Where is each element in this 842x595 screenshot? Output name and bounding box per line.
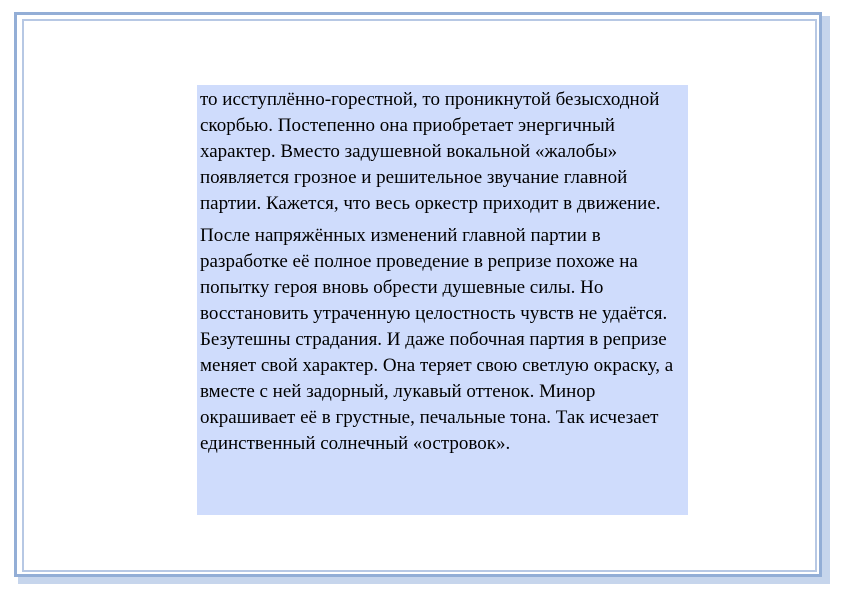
frame-shadow <box>822 16 830 582</box>
paragraph-2: После напряжённых изменений главной партии в разработке её полное проведение в репризе похоже на попытку героя вновь обрести душевные силы. Но восстановить утраченную целостность чувств не удаётся. Безутешны страдания. И даже побочная партия в репризе меняет свой характер. Она теряет свою светлую окраску, а вместе с ней задорный, лукавый оттенок. Минор окрашивает её в грустные, печальные тона. Так исчезает единственный солнечный «островок». <box>200 225 674 454</box>
paragraph-1: то исступлённо-горестной, то проникнутой безысходной скорбью. Постепенно она приобретает энергичный характер. Вместо задушевной вокальной «жалобы» появляется грозное и решительное звучание главной партии. Кажется, что весь оркестр приходит в движение. <box>200 89 661 214</box>
text-box <box>197 85 688 515</box>
frame-shadow <box>18 577 830 584</box>
